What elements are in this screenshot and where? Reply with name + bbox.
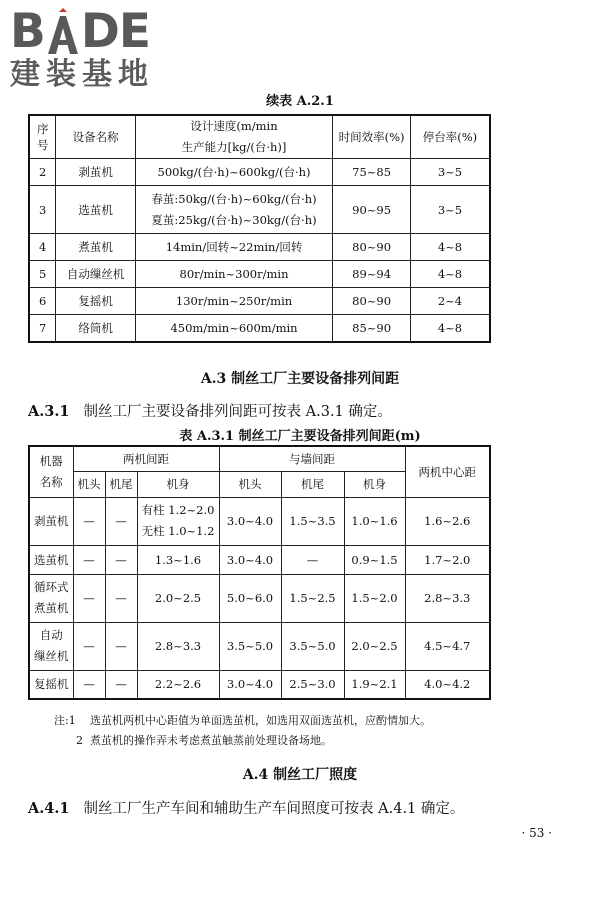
row-wall-body: 0.9~1.5 (344, 545, 405, 574)
row-no: 3 (29, 186, 56, 234)
table-row (29, 186, 490, 234)
row-wall-body: 1.5~2.0 (344, 574, 405, 622)
row-body: 2.2~2.6 (137, 670, 219, 699)
row-head: — (73, 497, 105, 545)
subheader-tail: 机尾 (105, 471, 137, 497)
header-name: 设备名称 (56, 115, 135, 159)
logo-a-mark (46, 8, 80, 56)
row-no: 2 (29, 159, 56, 186)
header-stop-rate: 停台率(%) (410, 115, 490, 159)
row-head: — (73, 574, 105, 622)
row-efficiency: 90~95 (333, 186, 411, 234)
row-name: 选茧机 (56, 186, 135, 234)
row-head: — (73, 622, 105, 670)
note-2-text: 煮茧机的操作弄未考虑煮茧触蒸前处理设备场地。 (90, 734, 332, 747)
para-text: 制丝工厂生产车间和辅助生产车间照度可按表 A.4.1 确定。 (83, 801, 465, 817)
section-a3-paragraph (28, 400, 392, 421)
row-wall-head: 3.5~5.0 (219, 622, 281, 670)
row-efficiency: 89~94 (333, 261, 411, 288)
row-speed: 450m/min~600m/min (135, 315, 332, 342)
row-name: 络筒机 (56, 315, 135, 342)
row-wall-head: 3.0~4.0 (219, 497, 281, 545)
section-a4-title: A.4 制丝工厂照度 (242, 767, 358, 783)
row-body: 2.0~2.5 (137, 574, 219, 622)
row-speed-summer: 夏茧:25kg/(台·h)~30kg/(台·h) (151, 212, 317, 227)
row-speed: 14min/回转~22min/回转 (135, 234, 332, 261)
equipment-spacing-table (28, 445, 491, 700)
row-tail: — (105, 670, 137, 699)
row-wall-tail: 2.5~3.0 (281, 670, 344, 699)
row-tail: — (105, 622, 137, 670)
row-center: 1.6~2.6 (405, 497, 490, 545)
row-center: 4.5~4.7 (405, 622, 490, 670)
row-wall-head: 3.0~4.0 (219, 670, 281, 699)
table-row (29, 234, 490, 261)
section-a3-title: A.3 制丝工厂主要设备排列间距 (200, 371, 400, 387)
row-no: 7 (29, 315, 56, 342)
para-text: 制丝工厂主要设备排列间距可按表 A.3.1 确定。 (83, 404, 392, 420)
row-body (137, 497, 219, 545)
row-no: 4 (29, 234, 56, 261)
row-name: 自动缫丝机 (56, 261, 135, 288)
header-machine-line2: 名称 (39, 474, 63, 489)
row-efficiency: 85~90 (333, 315, 411, 342)
row-wall-head: 5.0~6.0 (219, 574, 281, 622)
header-no: 序号 (29, 115, 56, 159)
row-center: 4.0~4.2 (405, 670, 490, 699)
row-stop-rate: 3~5 (410, 186, 490, 234)
header-speed-line1: 设计速度(m/min (190, 119, 278, 133)
row-center: 1.7~2.0 (405, 545, 490, 574)
row-body: 1.3~1.6 (137, 545, 219, 574)
row-tail: — (105, 497, 137, 545)
subheader-head: 机头 (73, 471, 105, 497)
row-body: 2.8~3.3 (137, 622, 219, 670)
page-number: · 53 · (521, 826, 552, 840)
row-center: 2.8~3.3 (405, 574, 490, 622)
row-speed (135, 186, 332, 234)
row-tail: — (105, 545, 137, 574)
logo-subtitle: 建装基地 (10, 57, 154, 92)
logo-wordmark (10, 4, 185, 59)
table-row (29, 622, 490, 670)
table-row (29, 159, 490, 186)
row-machine (29, 622, 73, 670)
table-row (29, 261, 490, 288)
row-wall-tail: 1.5~3.5 (281, 497, 344, 545)
header-speed (135, 115, 332, 159)
row-stop-rate: 4~8 (410, 234, 490, 261)
header-machine-name (29, 446, 73, 497)
note-2 (76, 732, 332, 748)
row-wall-body: 1.9~2.1 (344, 670, 405, 699)
logo-letter-d: D (80, 4, 119, 59)
row-speed: 500kg/(台·h)~600kg/(台·h) (135, 159, 332, 186)
section-a4-paragraph (28, 797, 464, 818)
row-efficiency: 75~85 (333, 159, 411, 186)
header-to-wall: 与墙间距 (219, 446, 405, 471)
table-row (29, 545, 490, 574)
note-1-text: 选茧机两机中心距值为单面选茧机，如选用双面选茧机，应酌情加大。 (90, 714, 431, 727)
equipment-efficiency-table (28, 114, 491, 343)
note-1-label: 注:1 (54, 714, 76, 727)
header-center-distance: 两机中心距 (405, 446, 490, 497)
row-name: 煮茧机 (56, 234, 135, 261)
table-row (29, 315, 490, 342)
row-speed: 80r/min~300r/min (135, 261, 332, 288)
note-2-label: 2 (76, 734, 83, 747)
table1-caption: 续表 A.2.1 (266, 94, 334, 109)
row-efficiency: 80~90 (333, 288, 411, 315)
row-machine (29, 574, 73, 622)
logo-letter-e: E (118, 4, 150, 59)
row-tail: — (105, 574, 137, 622)
row-wall-tail: 1.5~2.5 (281, 574, 344, 622)
table2-caption: 表 A.3.1 制丝工厂主要设备排列间距(m) (179, 429, 421, 444)
row-speed-spring: 春茧:50kg/(台·h)~60kg/(台·h) (151, 191, 317, 206)
row-stop-rate: 4~8 (410, 261, 490, 288)
row-machine-line2: 缫丝机 (34, 649, 69, 663)
header-efficiency: 时间效率(%) (333, 115, 411, 159)
row-no: 6 (29, 288, 56, 315)
row-wall-tail: — (281, 545, 344, 574)
row-machine: 选茧机 (29, 545, 73, 574)
header-between-machines: 两机间距 (73, 446, 219, 471)
logo-letter-b: B (10, 4, 45, 59)
subheader-wall-body: 机身 (344, 471, 405, 497)
table-row (29, 670, 490, 699)
para-number: A.3.1 (28, 403, 70, 420)
row-machine-line1: 自动 (39, 628, 63, 642)
row-stop-rate: 2~4 (410, 288, 490, 315)
row-no: 5 (29, 261, 56, 288)
table-row (29, 574, 490, 622)
header-machine-line1: 机器 (39, 453, 63, 468)
table-row (29, 288, 490, 315)
subheader-wall-tail: 机尾 (281, 471, 344, 497)
subheader-wall-head: 机头 (219, 471, 281, 497)
row-wall-tail: 3.5~5.0 (281, 622, 344, 670)
row-stop-rate: 4~8 (410, 315, 490, 342)
row-name: 剥茧机 (56, 159, 135, 186)
logo-letter-a (46, 8, 80, 56)
row-body-with-column: 有柱 1.2~2.0 (141, 503, 215, 517)
row-wall-body: 2.0~2.5 (344, 622, 405, 670)
row-efficiency: 80~90 (333, 234, 411, 261)
row-head: — (73, 545, 105, 574)
header-speed-line2: 生产能力[kg/(台·h)] (181, 140, 287, 154)
row-machine-line2: 煮茧机 (34, 601, 69, 615)
row-speed: 130r/min~250r/min (135, 288, 332, 315)
row-name: 复摇机 (56, 288, 135, 315)
table2-header-row (29, 446, 490, 471)
bade-logo (10, 4, 185, 92)
row-stop-rate: 3~5 (410, 159, 490, 186)
subheader-body: 机身 (137, 471, 219, 497)
table-row (29, 497, 490, 545)
row-wall-head: 3.0~4.0 (219, 545, 281, 574)
table1-header-row (29, 115, 490, 159)
row-machine: 复摇机 (29, 670, 73, 699)
note-1 (54, 712, 431, 728)
row-head: — (73, 670, 105, 699)
row-body-without-column: 无柱 1.0~1.2 (141, 524, 215, 538)
row-machine-line1: 循环式 (34, 580, 69, 594)
row-machine: 剥茧机 (29, 497, 73, 545)
row-wall-body: 1.0~1.6 (344, 497, 405, 545)
para-number: A.4.1 (28, 800, 70, 817)
